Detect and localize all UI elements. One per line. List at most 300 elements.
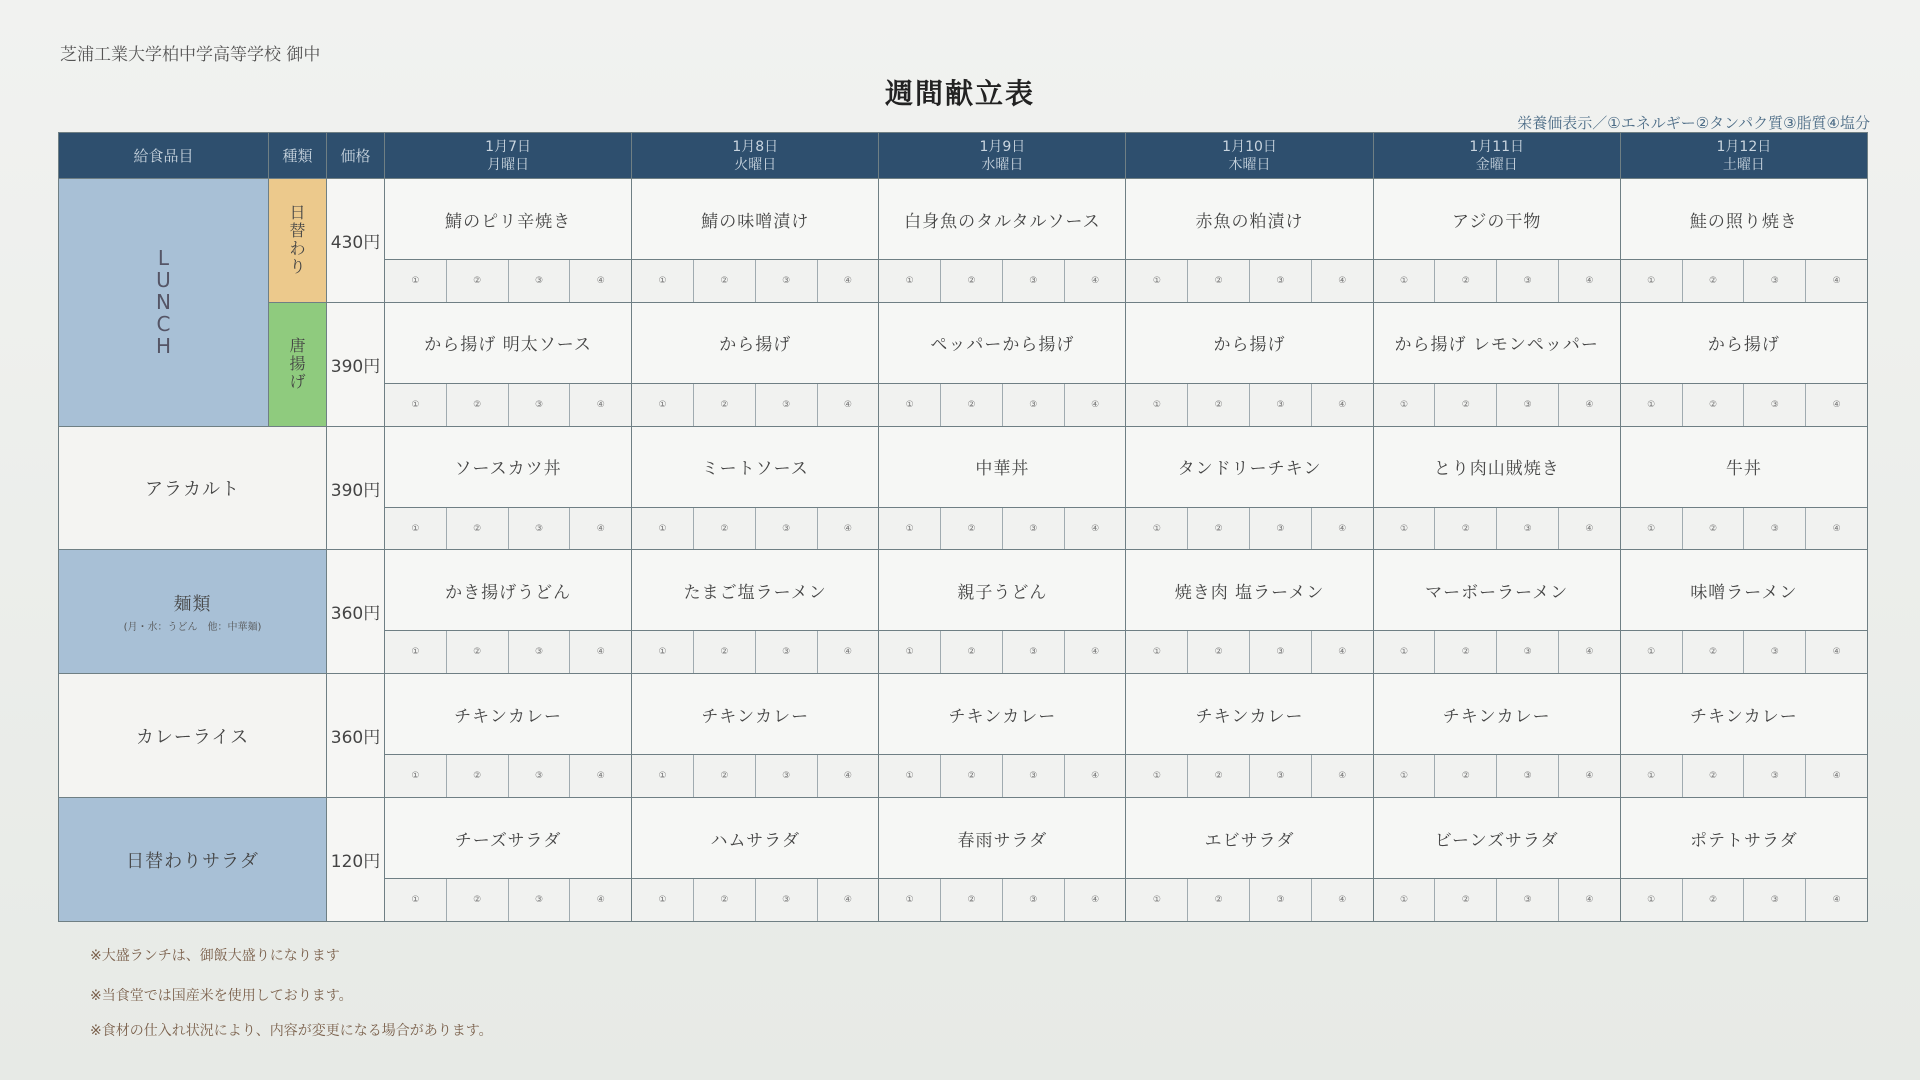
nutrition-value: ④ bbox=[1091, 275, 1100, 286]
nutrition-value: ④ bbox=[1832, 895, 1841, 906]
nutrition-cell bbox=[1373, 507, 1620, 550]
dish-cell: マーボーラーメン bbox=[1373, 550, 1620, 631]
nutrition-values bbox=[1374, 755, 1620, 797]
nutrition-value: ① bbox=[1374, 879, 1436, 921]
category-cell bbox=[59, 550, 327, 674]
nutrition-value: ① bbox=[879, 879, 941, 921]
nutrition-value: ③ bbox=[756, 879, 818, 921]
kind-char: げ bbox=[289, 372, 306, 392]
nutrition-value: ④ bbox=[1585, 647, 1594, 658]
lunch-letter: L bbox=[157, 246, 170, 271]
nutrition-value: ① bbox=[632, 755, 694, 797]
header-day: 1月11日 金曜日 bbox=[1373, 133, 1620, 179]
nutrition-value: ② bbox=[447, 755, 509, 797]
nutrition-cell bbox=[879, 383, 1126, 426]
weekly-menu-table bbox=[58, 132, 1868, 922]
nutrition-value: ② bbox=[1683, 260, 1745, 302]
nutrition-value: ② bbox=[694, 260, 756, 302]
dish-cell: ペッパーから揚げ bbox=[879, 302, 1126, 383]
nutrition-values bbox=[1126, 260, 1372, 302]
dish-cell: 赤魚の粕漬け bbox=[1126, 179, 1373, 260]
nutrition-values bbox=[879, 755, 1125, 797]
nutrition-value: ② bbox=[941, 631, 1003, 673]
nutrition-value: ② bbox=[941, 879, 1003, 921]
nutrition-value: ③ bbox=[756, 260, 818, 302]
nutrition-value: ① bbox=[385, 260, 447, 302]
nutrition-value: ② bbox=[1683, 508, 1745, 550]
nutrition-cell bbox=[1373, 879, 1620, 922]
nutrition-values bbox=[385, 631, 631, 673]
nutrition-value: ③ bbox=[509, 879, 571, 921]
lunch-letter: H bbox=[155, 334, 172, 359]
nutrition-value: ② bbox=[447, 384, 509, 426]
nutrition-cell bbox=[1620, 507, 1867, 550]
nutrition-value: ④ bbox=[1338, 523, 1347, 534]
nutrition-value: ② bbox=[447, 879, 509, 921]
nutrition-value: ② bbox=[1683, 879, 1745, 921]
header-kind: 種類 bbox=[269, 133, 327, 179]
nutrition-value: ④ bbox=[1832, 523, 1841, 534]
nutrition-value: ② bbox=[1435, 508, 1497, 550]
nutrition-value: ① bbox=[1374, 260, 1436, 302]
nutrition-value: ② bbox=[1435, 755, 1497, 797]
nutrition-value: ② bbox=[941, 508, 1003, 550]
nutrition-value: ④ bbox=[596, 399, 605, 410]
nutrition-values bbox=[385, 879, 631, 921]
nutrition-value: ① bbox=[385, 384, 447, 426]
nutrition-value: ④ bbox=[1091, 771, 1100, 782]
nutrition-values bbox=[1126, 879, 1372, 921]
category-cell bbox=[59, 674, 327, 798]
nutrition-cell bbox=[1373, 260, 1620, 303]
kind-char: 揚 bbox=[289, 354, 306, 374]
nutrition-value: ④ bbox=[1338, 771, 1347, 782]
nutrition-value: ② bbox=[1683, 631, 1745, 673]
nutrition-value: ④ bbox=[1585, 399, 1594, 410]
nutrition-value: ③ bbox=[1250, 384, 1312, 426]
nutrition-values bbox=[1621, 755, 1867, 797]
nutrition-value: ① bbox=[1126, 879, 1188, 921]
nutrition-value: ④ bbox=[1338, 275, 1347, 286]
nutrition-value: ① bbox=[632, 260, 694, 302]
nutrition-cell bbox=[1620, 631, 1867, 674]
nutrition-value: ② bbox=[1188, 631, 1250, 673]
nutrition-cell bbox=[385, 755, 632, 798]
nutrition-value: ② bbox=[1435, 260, 1497, 302]
nutrition-value: ② bbox=[1188, 508, 1250, 550]
dish-cell: 鯖の味噌漬け bbox=[632, 179, 879, 260]
nutrition-value: ① bbox=[1621, 631, 1683, 673]
menu-row bbox=[59, 302, 1868, 383]
nutrition-value: ③ bbox=[1003, 631, 1065, 673]
dish-cell: かき揚げうどん bbox=[385, 550, 632, 631]
nutrition-value: ④ bbox=[1832, 647, 1841, 658]
dish-cell: チキンカレー bbox=[1620, 674, 1867, 755]
nutrition-cell bbox=[1373, 631, 1620, 674]
header-row bbox=[59, 133, 1868, 179]
page-title: 週間献立表 bbox=[884, 77, 1035, 110]
nutrition-value: ③ bbox=[1003, 879, 1065, 921]
nutrition-value: ① bbox=[632, 384, 694, 426]
nutrition-value: ④ bbox=[843, 275, 852, 286]
menu-row bbox=[59, 426, 1868, 507]
price-cell: 390円 bbox=[327, 302, 385, 426]
nutrition-value: ② bbox=[1188, 879, 1250, 921]
footnote: ※当食堂では国産米を使用しております。 bbox=[90, 988, 353, 1004]
nutrition-value: ③ bbox=[1497, 879, 1559, 921]
category-label: 日替わりサラダ bbox=[126, 850, 259, 872]
nutrition-cell bbox=[1126, 755, 1373, 798]
dish-cell: チキンカレー bbox=[1126, 674, 1373, 755]
nutrition-values bbox=[632, 879, 878, 921]
nutrition-value: ④ bbox=[1338, 647, 1347, 658]
dish-cell: ハムサラダ bbox=[632, 798, 879, 879]
nutrition-value: ② bbox=[941, 384, 1003, 426]
nutrition-cell bbox=[632, 879, 879, 922]
nutrition-value: ③ bbox=[1744, 260, 1806, 302]
nutrition-value: ② bbox=[694, 508, 756, 550]
nutrition-values bbox=[1621, 260, 1867, 302]
lunch-letter: C bbox=[156, 312, 171, 337]
nutrition-values bbox=[385, 260, 631, 302]
kind-char: 唐 bbox=[289, 336, 306, 356]
kind-char: り bbox=[289, 257, 306, 277]
dish-cell: から揚げ レモンペッパー bbox=[1373, 302, 1620, 383]
nutrition-value: ① bbox=[1374, 384, 1436, 426]
category-label: 麺類 bbox=[173, 594, 212, 616]
nutrition-value: ③ bbox=[509, 508, 571, 550]
nutrition-value: ② bbox=[941, 260, 1003, 302]
nutrition-value: ④ bbox=[1091, 399, 1100, 410]
nutrition-value: ① bbox=[385, 631, 447, 673]
price-cell: 390円 bbox=[327, 426, 385, 550]
nutrition-cell bbox=[385, 631, 632, 674]
nutrition-values bbox=[1374, 508, 1620, 550]
nutrition-values bbox=[1374, 260, 1620, 302]
category-sub: (月・水：うどん 他：中華麺) bbox=[123, 622, 262, 634]
nutrition-cell bbox=[632, 260, 879, 303]
category-cell bbox=[59, 426, 327, 550]
nutrition-value: ② bbox=[694, 879, 756, 921]
nutrition-value: ① bbox=[1126, 508, 1188, 550]
nutrition-value: ③ bbox=[1744, 755, 1806, 797]
nutrition-values bbox=[632, 631, 878, 673]
nutrition-value: ① bbox=[632, 879, 694, 921]
dish-cell: 春雨サラダ bbox=[879, 798, 1126, 879]
nutrition-value: ③ bbox=[1250, 755, 1312, 797]
nutrition-cell bbox=[879, 879, 1126, 922]
nutrition-values bbox=[632, 508, 878, 550]
nutrition-value: ① bbox=[632, 508, 694, 550]
nutrition-values bbox=[1621, 879, 1867, 921]
nutrition-value: ③ bbox=[756, 631, 818, 673]
dish-cell: から揚げ bbox=[1620, 302, 1867, 383]
dish-cell: から揚げ bbox=[1126, 302, 1373, 383]
nutrition-cell bbox=[1126, 879, 1373, 922]
nutrition-value: ① bbox=[1621, 879, 1683, 921]
nutrition-value: ② bbox=[1683, 755, 1745, 797]
nutrition-cell bbox=[879, 260, 1126, 303]
nutrition-value: ③ bbox=[756, 384, 818, 426]
nutrition-cell bbox=[1620, 755, 1867, 798]
menu-row bbox=[59, 550, 1868, 631]
price-cell: 360円 bbox=[327, 550, 385, 674]
nutrition-value: ① bbox=[1126, 384, 1188, 426]
menu-body bbox=[59, 179, 1868, 922]
nutrition-value: ① bbox=[385, 755, 447, 797]
nutrition-value: ③ bbox=[509, 755, 571, 797]
nutrition-cell bbox=[1126, 260, 1373, 303]
lunch-letter: U bbox=[156, 268, 171, 293]
nutrition-value: ① bbox=[1126, 755, 1188, 797]
dish-cell: 中華丼 bbox=[879, 426, 1126, 507]
nutrition-cell bbox=[879, 755, 1126, 798]
nutrition-values bbox=[385, 384, 631, 426]
category-cell bbox=[59, 798, 327, 922]
nutrition-values bbox=[879, 631, 1125, 673]
nutrition-value: ③ bbox=[1250, 260, 1312, 302]
kind-char: 日 bbox=[289, 203, 306, 223]
nutrition-value: ② bbox=[1188, 384, 1250, 426]
header-day: 1月10日 木曜日 bbox=[1126, 133, 1373, 179]
kind-char: わ bbox=[289, 239, 306, 259]
nutrition-value: ④ bbox=[1091, 895, 1100, 906]
nutrition-value: ① bbox=[1374, 631, 1436, 673]
nutrition-values bbox=[1374, 879, 1620, 921]
nutrition-value: ② bbox=[694, 384, 756, 426]
nutrition-value: ④ bbox=[596, 275, 605, 286]
dish-cell: チーズサラダ bbox=[385, 798, 632, 879]
price-cell: 120円 bbox=[327, 798, 385, 922]
nutrition-cell bbox=[385, 260, 632, 303]
nutrition-value: ③ bbox=[1003, 384, 1065, 426]
dish-cell: から揚げ 明太ソース bbox=[385, 302, 632, 383]
nutrition-values bbox=[385, 508, 631, 550]
nutrition-value: ③ bbox=[1250, 508, 1312, 550]
nutrition-value: ② bbox=[447, 260, 509, 302]
nutrition-value: ③ bbox=[509, 260, 571, 302]
nutrition-value: ① bbox=[879, 631, 941, 673]
nutrition-cell bbox=[1620, 260, 1867, 303]
dish-cell: 親子うどん bbox=[879, 550, 1126, 631]
nutrition-value: ③ bbox=[756, 508, 818, 550]
header-price: 価格 bbox=[327, 133, 385, 179]
nutrition-value: ③ bbox=[1497, 631, 1559, 673]
nutrition-value: ② bbox=[1435, 631, 1497, 673]
nutrition-value: ④ bbox=[1585, 523, 1594, 534]
nutrition-value: ④ bbox=[1585, 771, 1594, 782]
nutrition-value: ④ bbox=[843, 647, 852, 658]
nutrition-values bbox=[879, 260, 1125, 302]
dish-cell: 味噌ラーメン bbox=[1620, 550, 1867, 631]
nutrition-value: ① bbox=[1621, 260, 1683, 302]
nutrition-value: ④ bbox=[1832, 399, 1841, 410]
dish-cell: チキンカレー bbox=[879, 674, 1126, 755]
nutrition-values bbox=[1126, 508, 1372, 550]
nutrition-value: ④ bbox=[596, 647, 605, 658]
nutrition-value: ③ bbox=[1744, 631, 1806, 673]
kind-daily bbox=[269, 179, 327, 303]
nutrition-cell bbox=[1373, 755, 1620, 798]
nutrition-value: ③ bbox=[1497, 755, 1559, 797]
nutrition-values bbox=[879, 384, 1125, 426]
nutrition-value: ④ bbox=[1832, 275, 1841, 286]
nutrition-value: ① bbox=[385, 508, 447, 550]
nutrition-cell bbox=[1373, 383, 1620, 426]
nutrition-value: ① bbox=[1126, 260, 1188, 302]
nutrition-value: ② bbox=[447, 508, 509, 550]
nutrition-values bbox=[1126, 384, 1372, 426]
nutrition-value: ② bbox=[447, 631, 509, 673]
footnote: ※大盛ランチは、御飯大盛りになります bbox=[90, 948, 340, 964]
menu-row bbox=[59, 798, 1868, 879]
dish-cell: チキンカレー bbox=[1373, 674, 1620, 755]
nutrition-values bbox=[1374, 384, 1620, 426]
nutrition-value: ③ bbox=[1744, 508, 1806, 550]
nutrition-value: ④ bbox=[1338, 895, 1347, 906]
nutrition-cell bbox=[1126, 631, 1373, 674]
nutrition-value: ③ bbox=[1497, 384, 1559, 426]
nutrition-values bbox=[1374, 631, 1620, 673]
header-day: 1月12日 土曜日 bbox=[1620, 133, 1867, 179]
nutrition-value: ② bbox=[694, 755, 756, 797]
nutrition-value: ④ bbox=[1091, 523, 1100, 534]
dish-cell: ポテトサラダ bbox=[1620, 798, 1867, 879]
nutrition-values bbox=[1126, 631, 1372, 673]
nutrition-value: ② bbox=[1435, 384, 1497, 426]
nutrition-value: ④ bbox=[1585, 895, 1594, 906]
nutrition-value: ① bbox=[879, 755, 941, 797]
nutrition-value: ③ bbox=[756, 755, 818, 797]
nutrition-values bbox=[632, 755, 878, 797]
dish-cell: 牛丼 bbox=[1620, 426, 1867, 507]
nutrition-cell bbox=[879, 631, 1126, 674]
kind-char: 替 bbox=[289, 221, 306, 241]
nutrition-values bbox=[1621, 631, 1867, 673]
nutrition-cell bbox=[1126, 507, 1373, 550]
nutrition-value: ① bbox=[1374, 508, 1436, 550]
nutrition-values bbox=[632, 260, 878, 302]
nutrition-value: ④ bbox=[1091, 647, 1100, 658]
nutrition-value: ② bbox=[1188, 755, 1250, 797]
nutrition-cell bbox=[385, 879, 632, 922]
nutrition-value: ② bbox=[1188, 260, 1250, 302]
category-label: アラカルト bbox=[145, 479, 240, 501]
nutrition-value: ② bbox=[1683, 384, 1745, 426]
nutrition-cell bbox=[1620, 383, 1867, 426]
nutrition-value: ① bbox=[1126, 631, 1188, 673]
price-cell: 360円 bbox=[327, 674, 385, 798]
nutrition-value: ④ bbox=[596, 771, 605, 782]
dish-cell: とり肉山賊焼き bbox=[1373, 426, 1620, 507]
nutrition-cell bbox=[632, 631, 879, 674]
nutrition-value: ① bbox=[1374, 755, 1436, 797]
nutrition-cell bbox=[879, 507, 1126, 550]
nutrition-value: ① bbox=[1621, 384, 1683, 426]
nutrition-value: ③ bbox=[1744, 879, 1806, 921]
nutrition-value: ② bbox=[1435, 879, 1497, 921]
dish-cell: エビサラダ bbox=[1126, 798, 1373, 879]
nutrition-value: ③ bbox=[1250, 631, 1312, 673]
nutrition-value: ① bbox=[1621, 508, 1683, 550]
nutrition-value: ① bbox=[879, 260, 941, 302]
nutrition-value: ③ bbox=[1003, 260, 1065, 302]
header-day: 1月9日 水曜日 bbox=[879, 133, 1126, 179]
nutrition-values bbox=[879, 879, 1125, 921]
nutrition-value: ④ bbox=[843, 523, 852, 534]
nutrition-cell bbox=[385, 507, 632, 550]
nutrition-cell bbox=[632, 755, 879, 798]
nutrition-values bbox=[632, 384, 878, 426]
nutrition-value: ④ bbox=[1338, 399, 1347, 410]
nutrition-value: ④ bbox=[1585, 275, 1594, 286]
dish-cell: 鯖のピリ辛焼き bbox=[385, 179, 632, 260]
kind-karaage bbox=[269, 302, 327, 426]
category-lunch bbox=[59, 179, 269, 427]
nutrition-cell bbox=[632, 507, 879, 550]
nutrition-value: ③ bbox=[1744, 384, 1806, 426]
dish-cell: たまご塩ラーメン bbox=[632, 550, 879, 631]
school-name: 芝浦工業大学柏中学高等学校 御中 bbox=[60, 45, 321, 65]
nutrition-value: ④ bbox=[843, 895, 852, 906]
nutrition-cell bbox=[385, 383, 632, 426]
menu-row bbox=[59, 674, 1868, 755]
nutrition-value: ③ bbox=[1003, 508, 1065, 550]
lunch-letter: N bbox=[156, 290, 171, 315]
dish-cell: から揚げ bbox=[632, 302, 879, 383]
dish-cell: 白身魚のタルタルソース bbox=[879, 179, 1126, 260]
menu-row bbox=[59, 179, 1868, 260]
nutrition-value: ② bbox=[941, 755, 1003, 797]
nutrition-value: ③ bbox=[509, 631, 571, 673]
nutrition-cell bbox=[1620, 879, 1867, 922]
nutrition-value: ② bbox=[694, 631, 756, 673]
dish-cell: アジの干物 bbox=[1373, 179, 1620, 260]
nutrition-value: ① bbox=[632, 631, 694, 673]
nutrition-values bbox=[1621, 384, 1867, 426]
nutrition-value: ① bbox=[385, 879, 447, 921]
dish-cell: ソースカツ丼 bbox=[385, 426, 632, 507]
dish-cell: 焼き肉 塩ラーメン bbox=[1126, 550, 1373, 631]
dish-cell: チキンカレー bbox=[385, 674, 632, 755]
nutrition-values bbox=[1621, 508, 1867, 550]
header-day: 1月8日 火曜日 bbox=[632, 133, 879, 179]
dish-cell: ビーンズサラダ bbox=[1373, 798, 1620, 879]
nutrition-value: ④ bbox=[596, 895, 605, 906]
nutrition-value: ④ bbox=[843, 771, 852, 782]
nutrition-value: ③ bbox=[1497, 260, 1559, 302]
dish-cell: 鮭の照り焼き bbox=[1620, 179, 1867, 260]
nutrition-values bbox=[385, 755, 631, 797]
footnote: ※食材の仕入れ状況により、内容が変更になる場合があります。 bbox=[90, 1023, 493, 1039]
header-day: 1月7日 月曜日 bbox=[385, 133, 632, 179]
nutrition-value: ③ bbox=[1250, 879, 1312, 921]
nutrition-value: ① bbox=[1621, 755, 1683, 797]
nutrition-value: ④ bbox=[596, 523, 605, 534]
nutrition-value: ③ bbox=[1003, 755, 1065, 797]
nutrition-value: ④ bbox=[1832, 771, 1841, 782]
nutrition-value: ③ bbox=[1497, 508, 1559, 550]
nutrition-value: ① bbox=[879, 384, 941, 426]
dish-cell: タンドリーチキン bbox=[1126, 426, 1373, 507]
dish-cell: ミートソース bbox=[632, 426, 879, 507]
nutrition-values bbox=[1126, 755, 1372, 797]
nutrition-values bbox=[879, 508, 1125, 550]
nutrition-legend: 栄養価表示／①エネルギー②タンパク質③脂質④塩分 bbox=[1517, 114, 1870, 132]
header-item: 給食品目 bbox=[59, 133, 269, 179]
nutrition-cell bbox=[632, 383, 879, 426]
nutrition-cell bbox=[1126, 383, 1373, 426]
